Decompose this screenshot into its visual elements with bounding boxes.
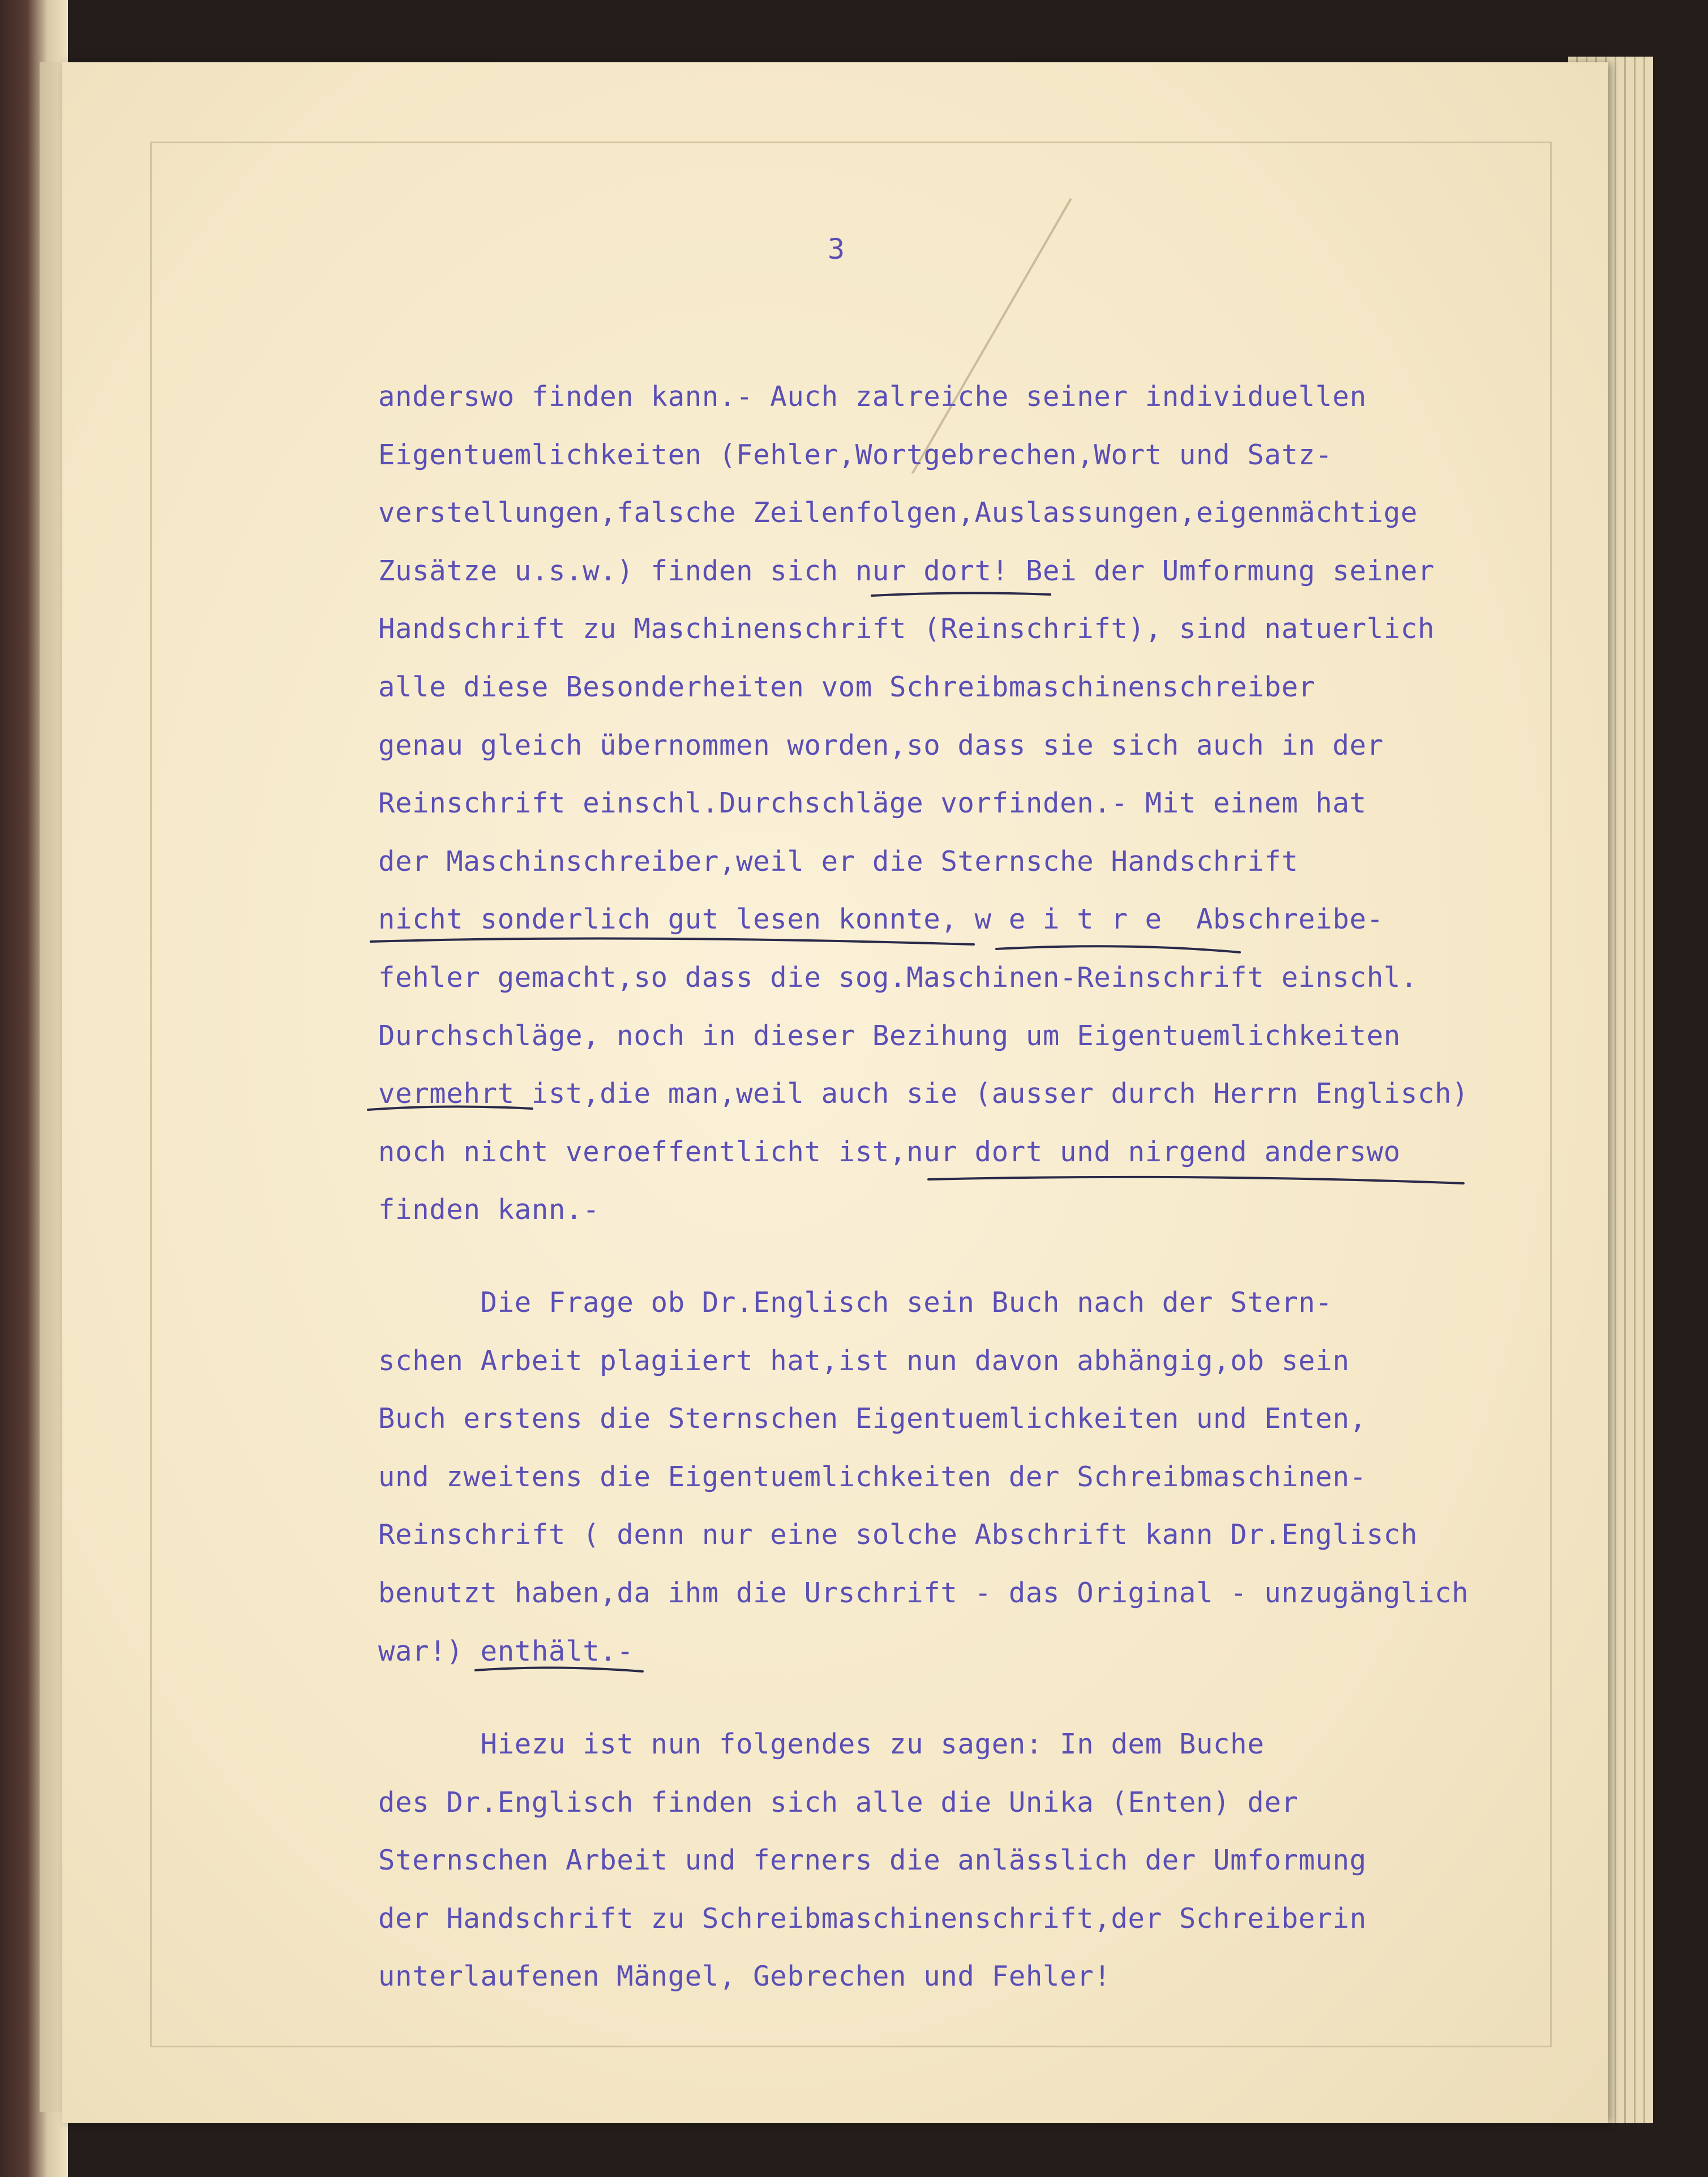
text-line: nicht sonderlich gut lesen konnte, w e i t r e Abschreibe-: [378, 903, 1384, 936]
text-line: Zusätze u.s.w.) finden sich nur dort! Bei der Umformung seiner: [378, 554, 1435, 587]
text-line: Reinschrift ( denn nur eine solche Abschrift kann Dr.Englisch: [378, 1519, 1418, 1551]
text-line: der Handschrift zu Schreibmaschinenschrift,der Schreiberin: [378, 1902, 1367, 1935]
text-line: noch nicht veroeffentlicht ist,nur dort und nirgend anderswo: [378, 1135, 1401, 1168]
text-line: Hiezu ist nun folgendes zu sagen: In dem Buche: [378, 1728, 1265, 1760]
text-line: Reinschrift einschl.Durchschläge vorfinden.- Mit einem hat: [378, 787, 1367, 820]
text-line: Buch erstens die Sternschen Eigentuemlichkeiten und Enten,: [378, 1402, 1367, 1435]
text-line: Eigentuemlichkeiten (Fehler,Wortgebrechen,Wort und Satz-: [378, 438, 1333, 471]
text-line: verstellungen,falsche Zeilenfolgen,Auslassungen,eigenmächtige: [378, 497, 1418, 529]
text-line: der Maschinschreiber,weil er die Sternsche Handschrift: [378, 845, 1299, 878]
text-line: Sternschen Arbeit und ferners die anlässlich der Umformung: [378, 1844, 1367, 1877]
paragraph-3: [378, 1716, 1556, 2006]
text-line: Durchschläge, noch in dieser Bezihung um Eigentuemlichkeiten: [378, 1019, 1401, 1052]
text-line: und zweitens die Eigentuemlichkeiten der Schreibmaschinen-: [378, 1460, 1367, 1493]
text-line: des Dr.Englisch finden sich alle die Unika (Enten) der: [378, 1786, 1299, 1819]
text-line: fehler gemacht,so dass die sog.Maschinen-Reinschrift einschl.: [378, 961, 1418, 994]
text-line: Die Frage ob Dr.Englisch sein Buch nach der Stern-: [378, 1286, 1333, 1319]
paragraph-1: [378, 368, 1556, 1239]
text-line: genau gleich übernommen worden,so dass sie sich auch in der: [378, 729, 1384, 762]
text-line: benutzt haben,da ihm die Urschrift - das Original - unzugänglich: [378, 1576, 1469, 1609]
text-line: vermehrt ist,die man,weil auch sie (ausser durch Herrn Englisch): [378, 1077, 1469, 1110]
text-line: unterlaufenen Mängel, Gebrechen und Fehler!: [378, 1960, 1111, 1993]
text-line: Handschrift zu Maschinenschrift (Reinschrift), sind natuerlich: [378, 613, 1435, 645]
text-line: anderswo finden kann.- Auch zalreiche seiner individuellen: [378, 380, 1367, 413]
page-number: 3: [828, 233, 845, 266]
paragraph-2: [378, 1274, 1556, 1680]
text-line: alle diese Besonderheiten vom Schreibmaschinenschreiber: [378, 670, 1316, 703]
text-line: finden kann.-: [378, 1194, 600, 1226]
text-line: war!) enthält.-: [378, 1635, 634, 1667]
text-line: schen Arbeit plagiiert hat,ist nun davon abhängig,ob sein: [378, 1344, 1350, 1377]
